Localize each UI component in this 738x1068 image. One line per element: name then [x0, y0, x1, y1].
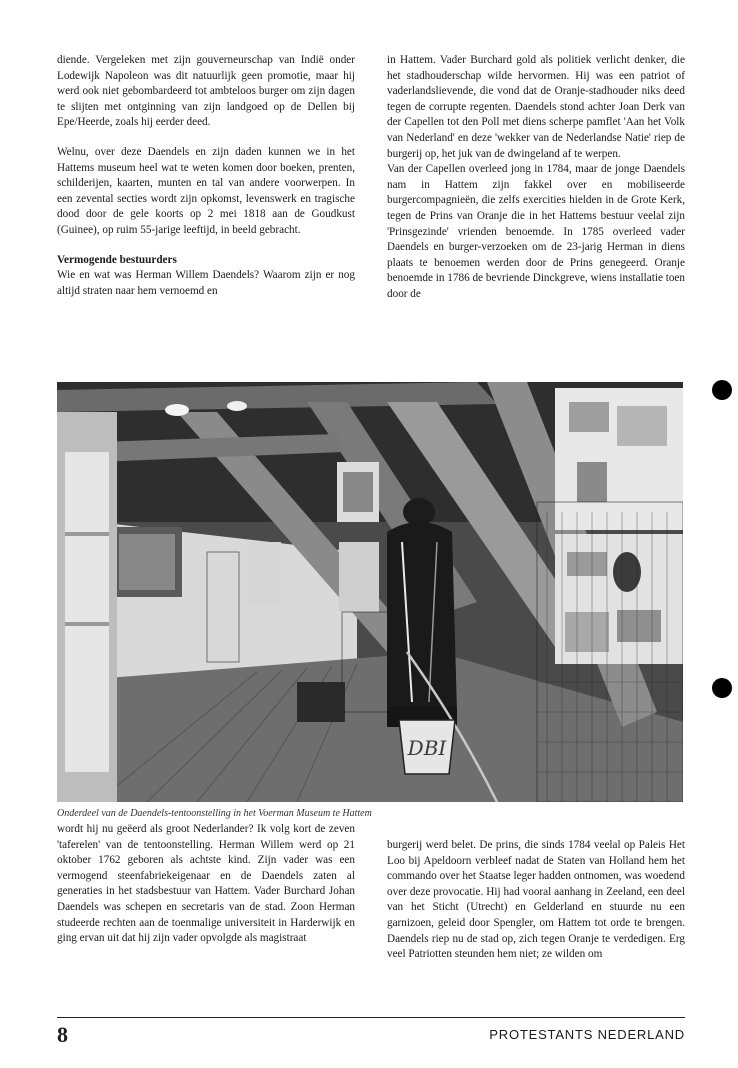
- paragraph: wordt hij nu geëerd als groot Nederlander? Ik volg kort de zeven 'taferelen' van de tentoonstelling. Herman Willem werd op 21 oktober 1762 geboren als achtste kind. Zijn vader was een vermogend steenfabriekeigenaar en de Daendels zaten al generaties in het stadsbestuur van Hattem. Vader Burchard Johan Daendels was schepen en secretaris van de stad. Zoon Herman studeerde rechten aan de toenmalige universiteit in Harderwijk en ging ervan uit dat hij zijn vader opvolgde als magistraat: [57, 823, 355, 945]
- article-column-4: [387, 838, 685, 963]
- article-column-3: [57, 822, 355, 947]
- drum-monogram: DBI: [407, 736, 447, 760]
- paragraph: in Hattem. Vader Burchard gold als politiek verlicht denker, die het stadhouderschap wilde hervormen. Hij was een patriot of vaderlandslievende, die vond dat de Oranje-stadhouder niks deed tegen de corrupte regenten. Daendels stond achter Joan Derk van der Capellen tot den Poll met diens scherpe pamflet 'Aan het Volk van Nederland' en deze 'wekker van de Nederlandse Natie' riep de burgerij op, het juk van de dwingeland af te werpen.: [387, 54, 685, 160]
- bullet-marker-icon: [712, 678, 732, 698]
- paragraph: burgerij werd belet. De prins, die sinds 1784 veelal op Paleis Het Loo bij Apeldoorn verbleef nadat de Staten van Holland hem het commando over het Staatse leger hadden ontnomen, was woedend over deze provocatie. Hij had vooral aanhang in Zeeland, een deel van het Sticht (Utrecht) en Gelderland en stuurde nu een garnizoen, geleid door Spengler, om Hattem tot orde te brengen. Daendels riep nu de stad op, zich tegen Oranje te verdedigen. Erg veel Patriotten steunden hem niet; ze wilden om: [387, 839, 685, 961]
- paragraph: Van der Capellen overleed jong in 1784, maar de jonge Daendels nam in Hattem zijn fakkel over en mobiliseerde burgercompagnieën, die zelfs exercities hielden in de Grote Kerk, tegen de Prins van Oranje die in het Hattems bestuur veelal zijn 'Prinsgezinde' vrienden benoemde. In 1785 overleed vader Daendels en burger-verzoeken om de 23-jarig Herman in diens plaats te benoemen werden door de Prins genegeerd. Oranje benoemde in 1786 de bevriende Dinckgreve, wiens installatie toen door de: [387, 163, 685, 300]
- article-column-1: [57, 53, 355, 299]
- footer-divider: [57, 1017, 685, 1018]
- publication-name: PROTESTANTS NEDERLAND: [489, 1027, 685, 1042]
- page-number: 8: [57, 1022, 68, 1047]
- paragraph: Welnu, over deze Daendels en zijn daden kunnen we in het Hattems museum heel wat te weten komen door boeken, prenten, schilderijen, kaarten, munten en tal van andere voorwerpen. In een zevental secties wordt zijn opkomst, levenswerk en tragische dood door de gele koorts op 2 mei 1818 aan de Goudkust (Guinee), op ruim 55-jarige leeftijd, in beeld gebracht.: [57, 145, 355, 236]
- paragraph: Wie en wat was Herman Willem Daendels? Waarom zijn er nog altijd straten naar hem vernoemd en: [57, 269, 355, 297]
- paragraph: diende. Vergeleken met zijn gouverneurschap van Indië onder Lodewijk Napoleon was dit natuurlijk geen promotie, maar hij werd ook niet gebombardeerd tot ambteloos burger om zijn dagen te slijten met ontginning van zijn landgoed op de Dellen bij Epe/Heerde, zoals hij eerder deed.: [57, 54, 355, 129]
- article-column-2: [387, 53, 685, 303]
- section-heading: Vermogende bestuurders: [57, 253, 177, 266]
- bullet-marker-icon: [712, 380, 732, 400]
- photo-caption: Onderdeel van de Daendels-tentoonstelling in het Voerman Museum te Hattem: [57, 808, 372, 819]
- museum-exhibition-photo: [57, 382, 683, 802]
